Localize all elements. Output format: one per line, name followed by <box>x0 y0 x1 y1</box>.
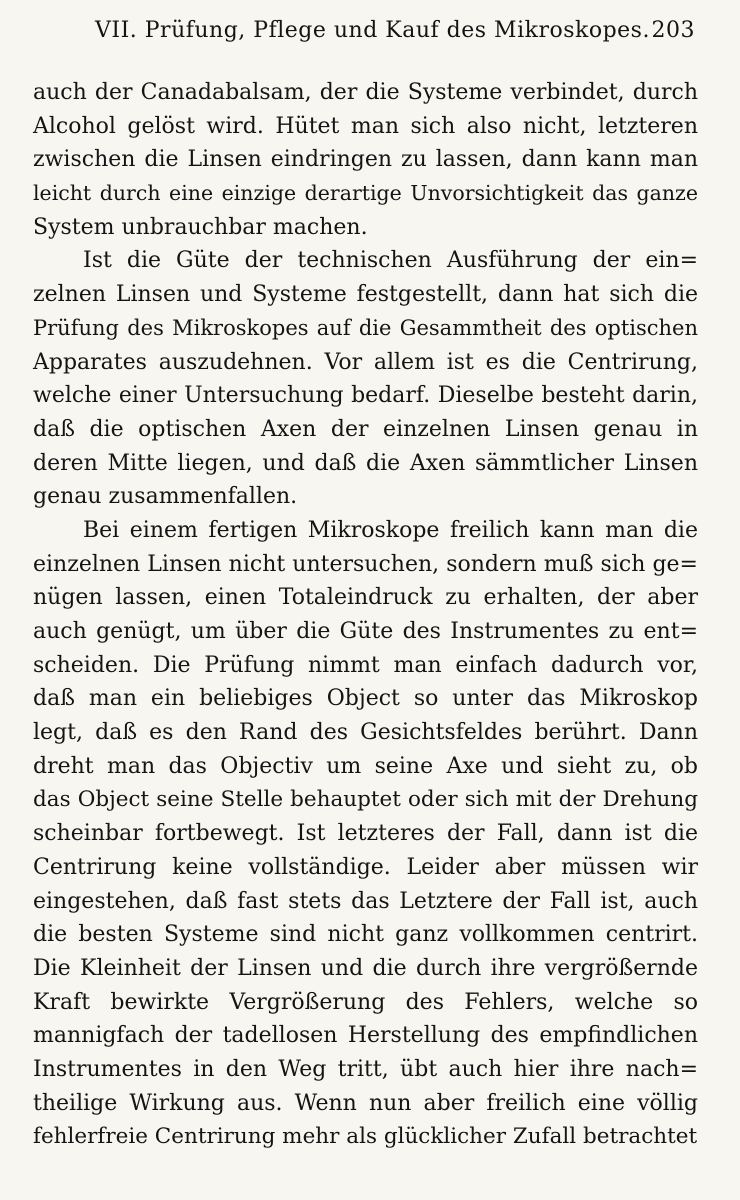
text-line: das Object seine Stelle behauptet oder sich mit der Drehung <box>33 787 698 813</box>
text-line: leicht durch eine einzige derartige Unvorsichtigkeit das ganze <box>33 181 698 206</box>
running-title: VII. Prüfung, Pflege und Kauf des Mikroskopes. <box>95 18 650 43</box>
text-line: nügen lassen, einen Totaleindruck zu erhalten, der aber <box>33 585 698 611</box>
text-line: daß man ein beliebiges Object so unter das Mikroskop <box>33 686 698 712</box>
text-line: die besten Systeme sind nicht ganz vollkommen centrirt. <box>33 922 698 948</box>
text-line: scheinbar fortbewegt. Ist letzteres der Fall, dann ist die <box>33 821 698 847</box>
text-line: einzelnen Linsen nicht untersuchen, sondern muß sich ge= <box>33 551 698 577</box>
text-line: daß die optischen Axen der einzelnen Linsen genau in <box>33 416 698 442</box>
text-line: zwischen die Linsen eindringen zu lassen, dann kann man <box>33 147 698 173</box>
text-line: eingestehen, daß fast stets das Letztere der Fall ist, auch <box>33 888 698 914</box>
text-line: Die Kleinheit der Linsen und die durch ihre vergrößernde <box>33 955 698 981</box>
text-line: System unbrauchbar machen. <box>33 214 368 240</box>
running-header <box>95 14 695 54</box>
text-line: Alcohol gelöst wird. Hütet man sich also nicht, letzteren <box>33 113 698 139</box>
text-line: scheiden. Die Prüfung nimmt man einfach dadurch vor, <box>33 652 698 678</box>
body-text <box>33 76 698 1154</box>
text-line: Ist die Güte der technischen Ausführung der ein= <box>83 248 698 274</box>
text-line: Kraft bewirkte Vergrößerung des Fehlers, welche so <box>33 989 698 1015</box>
text-line: mannigfach der tadellosen Herstellung des empfindlichen <box>33 1023 698 1049</box>
text-line: auch genügt, um über die Güte des Instrumentes zu ent= <box>33 619 698 644</box>
text-line: deren Mitte liegen, und daß die Axen sämmtlicher Linsen <box>33 450 698 476</box>
paragraph <box>33 76 698 244</box>
text-line: auch der Canadabalsam, der die Systeme verbindet, durch <box>33 80 698 105</box>
text-line: genau zusammenfallen. <box>33 484 298 510</box>
paragraph <box>33 514 698 1154</box>
text-line: theilige Wirkung aus. Wenn nun aber freilich eine völlig <box>33 1090 698 1116</box>
text-line: Centrirung keine vollständige. Leider aber müssen wir <box>33 854 698 880</box>
text-line: Apparates auszudehnen. Vor allem ist es die Centrirung, <box>33 349 698 375</box>
paragraph <box>33 244 698 514</box>
page-number: 203 <box>651 18 695 43</box>
text-line: dreht man das Objectiv um seine Axe und sieht zu, ob <box>33 753 698 779</box>
text-line: Instrumentes in den Weg tritt, übt auch hier ihre nach= <box>33 1056 698 1082</box>
text-line: legt, daß es den Rand des Gesichtsfeldes berührt. Dann <box>33 720 698 746</box>
text-line: fehlerfreie Centrirung mehr als glücklicher Zufall betrachtet <box>33 1124 698 1150</box>
text-line: Prüfung des Mikroskopes auf die Gesammtheit des optischen <box>33 315 698 340</box>
text-line: Bei einem fertigen Mikroskope freilich kann man die <box>83 517 698 543</box>
text-line: zelnen Linsen und Systeme festgestellt, dann hat sich die <box>33 282 698 308</box>
text-line: welche einer Untersuchung bedarf. Dieselbe besteht darin, <box>33 383 698 409</box>
